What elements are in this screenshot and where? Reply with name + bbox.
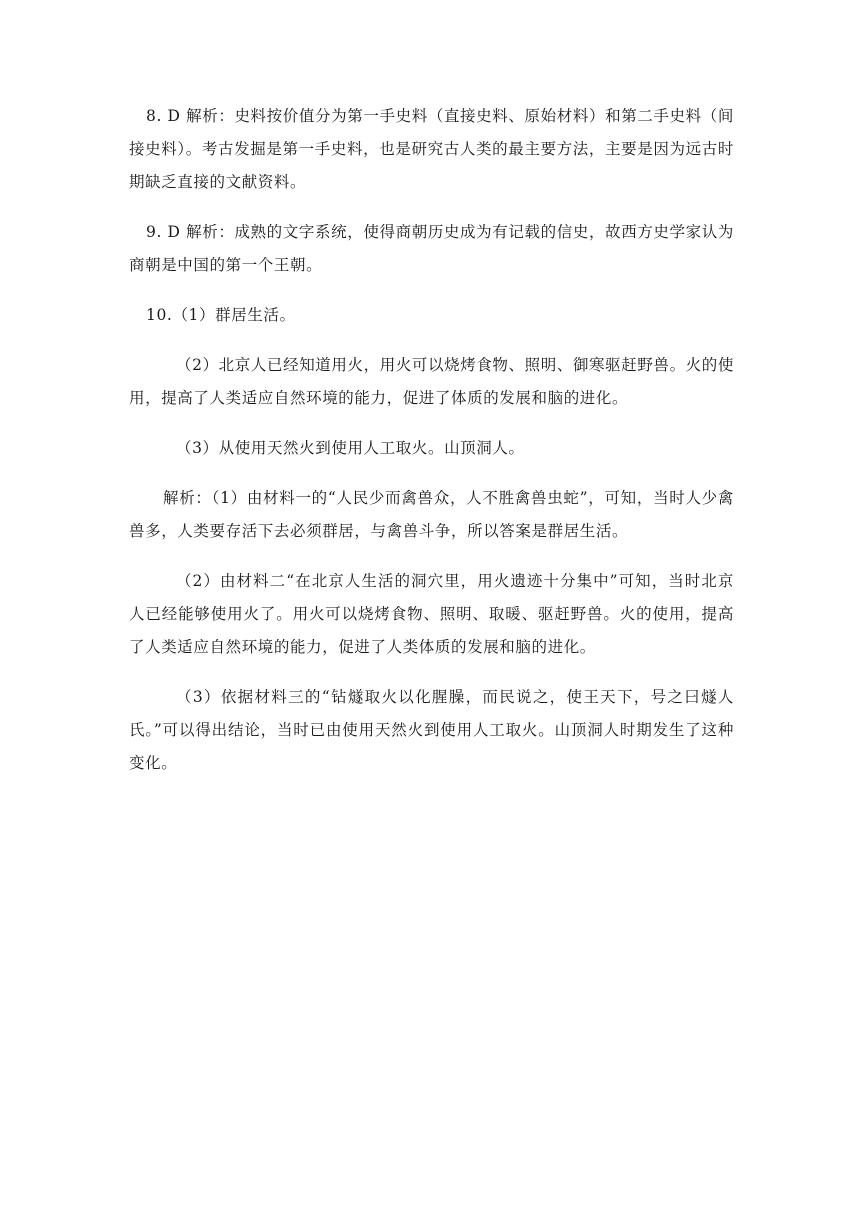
answer-9-paragraph: 9. D 解析：成熟的文字系统，使得商朝历史成为有记载的信史，故西方史学家认为商朝是中国的第一个王朝。 (129, 223, 734, 274)
analysis-part-2-paragraph: （2）由材料二“在北京人生活的洞穴里，用火遗迹十分集中”可知，当时北京人已经能够使用火了。用火可以烧烤食物、照明、取暖、驱赶野兽。火的使用，提高了人类适应自然环境的能力，促进了人类体质的发展和脑的进化。 (129, 572, 734, 656)
analysis-part-1-paragraph: 解析：（1）由材料一的“人民少而禽兽众，人不胜禽兽虫蛇”，可知，当时人少禽兽多，人类要存活下去必须群居，与禽兽斗争，所以答案是群居生活。 (129, 489, 734, 540)
document-body (129, 100, 734, 797)
answer-10-part-3-paragraph: （3）从使用天然火到使用人工取火。山顶洞人。 (176, 439, 525, 457)
analysis-part-3-paragraph: （3）依据材料三的“钻燧取火以化腥臊，而民说之，使王天下，号之曰燧人氏。”可以得出结论，当时已由使用天然火到使用人工取火。山顶洞人时期发生了这种变化。 (129, 688, 734, 772)
answer-10-part-1-paragraph: 10.（1）群居生活。 (146, 306, 296, 324)
answer-8-paragraph: 8. D 解析：史料按价值分为第一手史料（直接史料、原始材料）和第二手史料（间接史料）。考古发掘是第一手史料，也是研究古人类的最主要方法，主要是因为远古时期缺乏直接的文献资料。 (129, 107, 734, 191)
answer-10-part-2-paragraph: （2）北京人已经知道用火，用火可以烧烤食物、照明、御寒驱赶野兽。火的使用，提高了人类适应自然环境的能力，促进了体质的发展和脑的进化。 (129, 356, 734, 407)
